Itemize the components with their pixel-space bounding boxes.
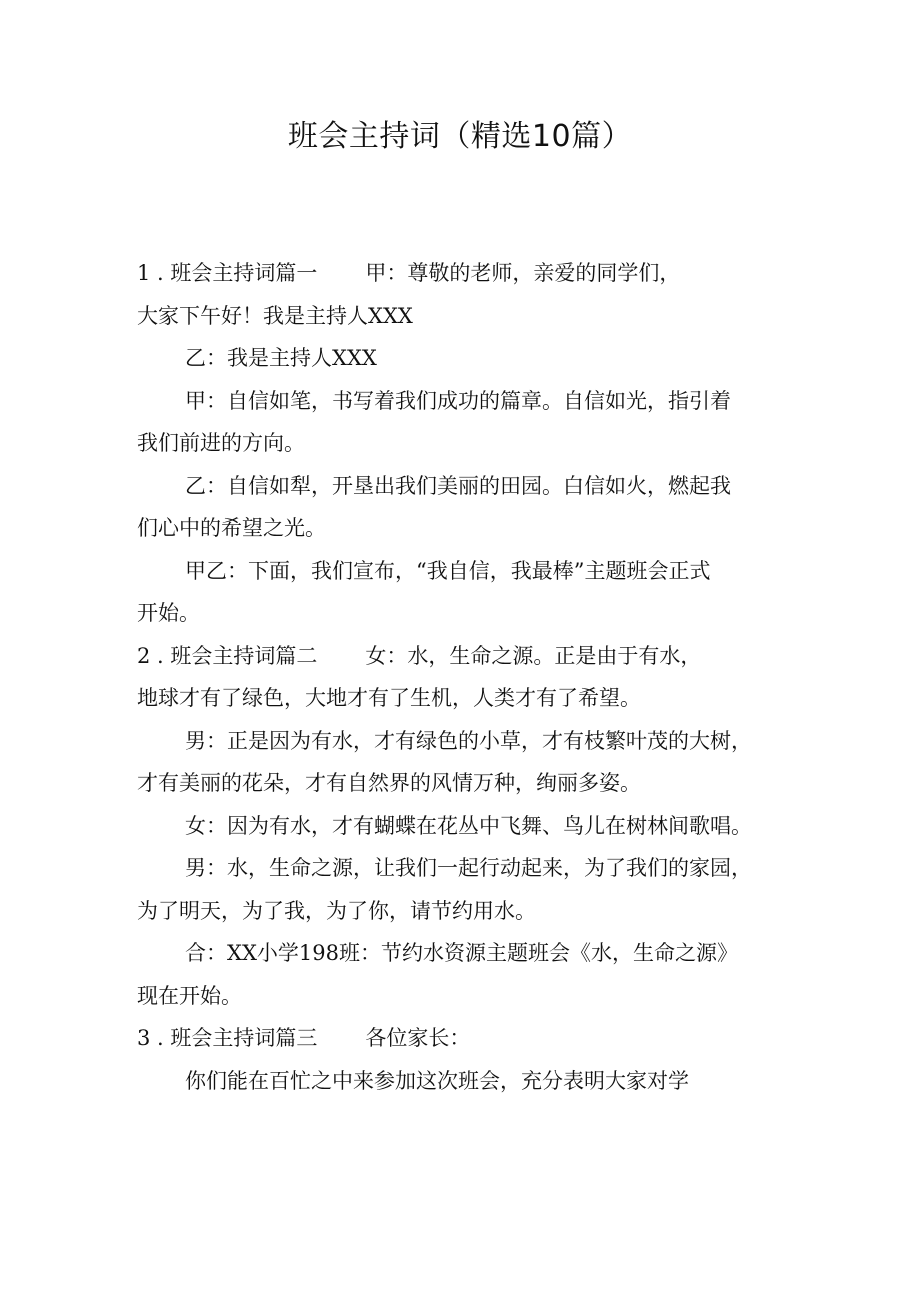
line-text: 女：水，生命之源。正是由于有水， (365, 643, 702, 668)
section-heading: 3 . 班会主持词篇三 (137, 1026, 318, 1050)
line-text: 女：因为有水，才有蝴蝶在花丛中飞舞、鸟儿在树林间歌唱。 (185, 813, 752, 838)
line-text: 乙：自信如犁，开垦出我们美丽的田园。白信如火，燃起我 (185, 473, 731, 498)
text-line (137, 805, 789, 848)
text-line (137, 252, 789, 295)
line-text: 你们能在百忙之中来参加这次班会，充分表明大家对学 (185, 1068, 689, 1093)
line-text: 才有美丽的花朵，才有自然界的风情万种，绚丽多姿。 (137, 771, 641, 795)
text-line (137, 465, 789, 508)
document-body (137, 252, 789, 1102)
text-line (137, 1060, 789, 1103)
text-line (137, 592, 789, 635)
text-line (137, 380, 789, 423)
line-text: 大家下午好！我是主持人XXX (137, 303, 413, 328)
section-heading: 1 . 班会主持词篇一 (137, 261, 318, 285)
line-text: 甲：自信如笔，书写着我们成功的篇章。自信如光，指引着 (185, 388, 731, 413)
text-line (137, 422, 789, 465)
line-text: 男：水，生命之源，让我们一起行动起来，为了我们的家园， (185, 856, 752, 880)
line-text: 地球才有了绿色，大地才有了生机，人类才有了希望。 (137, 686, 641, 710)
line-text: 乙：我是主持人XXX (185, 346, 377, 370)
text-line (137, 635, 789, 678)
text-line (137, 677, 789, 720)
text-line (137, 720, 789, 763)
text-line (137, 847, 789, 890)
section-heading: 2 . 班会主持词篇二 (137, 643, 318, 668)
line-text: 男：正是因为有水，才有绿色的小草，才有枝繁叶茂的大树， (185, 728, 752, 753)
line-text: 我们前进的方向。 (137, 431, 305, 455)
line-text: 为了明天，为了我，为了你，请节约用水。 (137, 898, 536, 923)
line-text: 各位家长： (365, 1026, 471, 1050)
document-title: 班会主持词（精选10篇） (287, 119, 633, 154)
text-line (137, 762, 789, 805)
line-text: 合：XX小学198班：节约水资源主题班会《水，生命之源》 (185, 941, 738, 965)
line-text: 们心中的希望之光。 (137, 516, 326, 540)
text-line (137, 932, 789, 975)
text-line (137, 337, 789, 380)
line-text: 甲：尊敬的老师，亲爱的同学们， (365, 261, 681, 285)
text-line (137, 550, 789, 593)
text-line (137, 975, 789, 1018)
text-line (137, 890, 789, 933)
text-line (137, 1017, 789, 1060)
line-text: 现在开始。 (137, 983, 242, 1008)
line-text: 开始。 (137, 601, 200, 625)
line-text: 甲乙：下面，我们宣布，“我自信，我最棒”主题班会正式 (185, 558, 711, 583)
text-line (137, 507, 789, 550)
text-line (137, 295, 789, 338)
